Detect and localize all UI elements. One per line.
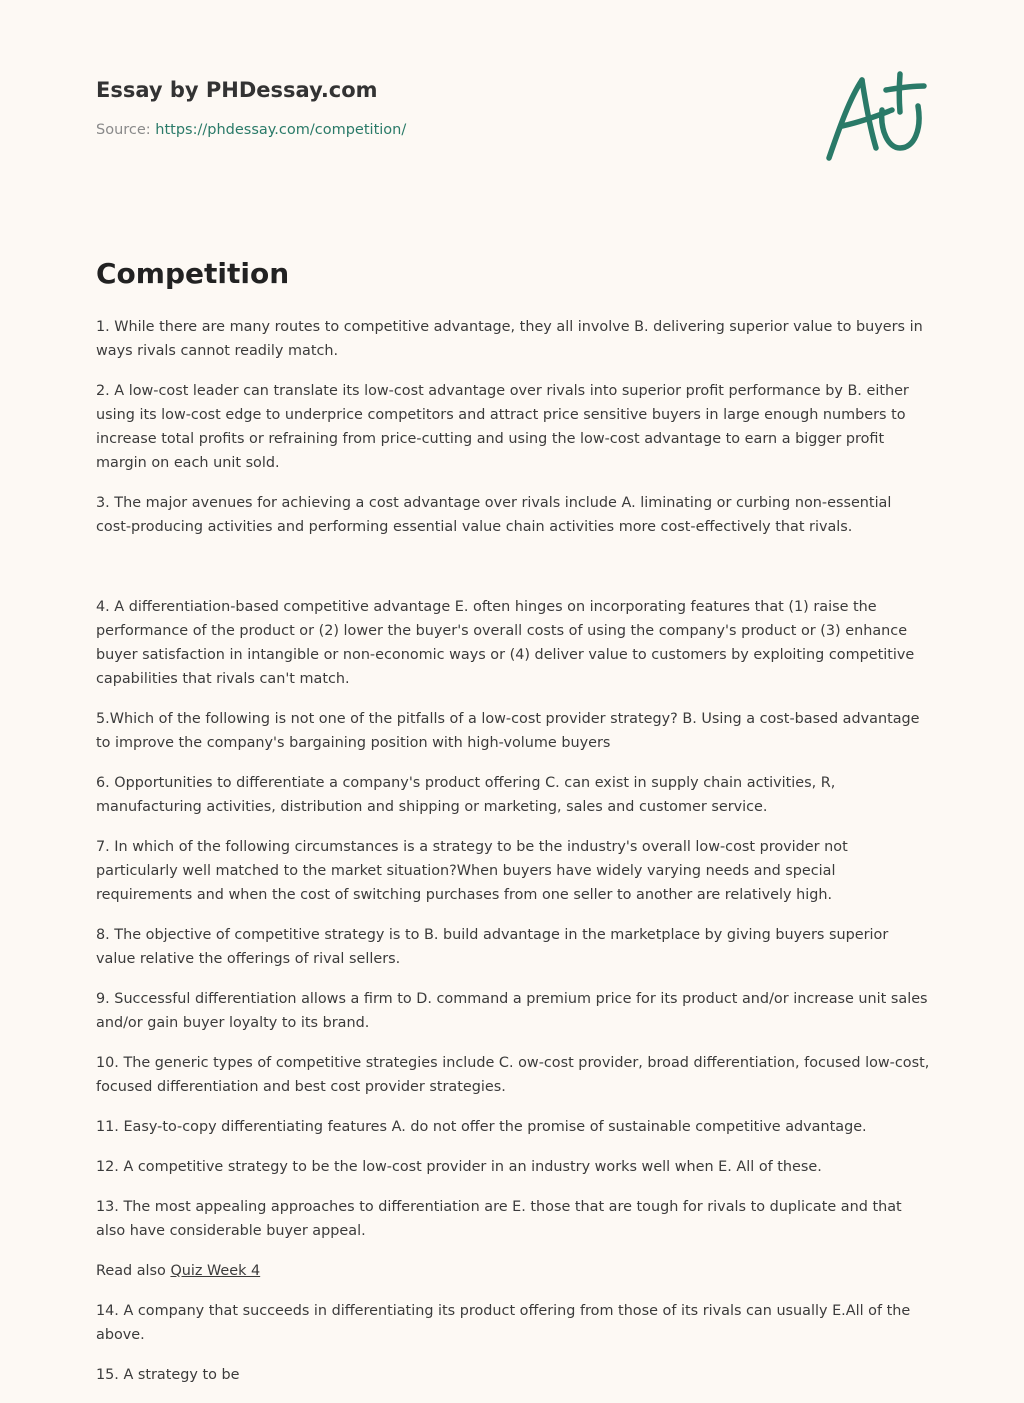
- a-plus-logo-icon: [820, 66, 930, 166]
- read-also-label: Read also: [96, 1263, 171, 1279]
- source-label: Source:: [96, 122, 156, 138]
- paragraph: 14. A company that succeeds in differentiating its product offering from those of its rivals can usually E.All of the above.: [96, 1303, 911, 1343]
- spacer: [96, 555, 930, 595]
- paragraph: 13. The most appealing approaches to differentiation are E. those that are tough for rivals to duplicate and that also have considerable buyer appeal.: [96, 1199, 902, 1239]
- paragraph: 9. Successful differentiation allows a firm to D. command a premium price for its product and/or increase unit sales and/or gain buyer loyalty to its brand.: [96, 991, 928, 1031]
- paragraph: 10. The generic types of competitive strategies include C. ow-cost provider, broad differentiation, focused low-cost, focused differentiation and best cost provider strategies.: [96, 1055, 930, 1095]
- paragraph: 6. Opportunities to differentiate a company's product offering C. can exist in supply chain activities, R, manufacturing activities, distribution and shipping or marketing, sales and customer service.: [96, 775, 836, 815]
- paragraph: 1. While there are many routes to competitive advantage, they all involve B. delivering superior value to buyers in ways rivals cannot readily match.: [96, 319, 923, 359]
- paragraph: 2. A low-cost leader can translate its low-cost advantage over rivals into superior profit performance by B. either using its low-cost edge to underprice competitors and attract price sensitive buyers in large enough numbers to increase total profits or refraining from price-cutting and using the low-cost advantage to earn a bigger profit margin on each unit sold.: [96, 383, 909, 471]
- source-link[interactable]: https://phdessay.com/competition/: [155, 122, 407, 138]
- essay-title: Competition: [96, 257, 290, 290]
- paragraph: 5.Which of the following is not one of the pitfalls of a low-cost provider strategy? B. Using a cost-based advantage to improve the company's bargaining position with high-volume buyers: [96, 711, 920, 751]
- read-also: [96, 1259, 930, 1283]
- paragraph: 7. In which of the following circumstances is a strategy to be the industry's overall low-cost provider not particularly well matched to the market situation?When buyers have widely varying needs and special requirements and when the cost of switching purchases from one seller to another are relatively high.: [96, 839, 848, 903]
- paragraph: 11. Easy-to-copy differentiating features A. do not offer the promise of sustainable competitive advantage.: [96, 1119, 867, 1135]
- paragraph: 15. A strategy to be: [96, 1367, 240, 1383]
- paragraph: 12. A competitive strategy to be the low-cost provider in an industry works well when E. All of these.: [96, 1159, 822, 1175]
- read-also-link[interactable]: Quiz Week 4: [170, 1263, 261, 1279]
- paragraph: 3. The major avenues for achieving a cost advantage over rivals include A. liminating or curbing non-essential cost-producing activities and performing essential value chain activities more cost-effectively that rivals.: [96, 495, 892, 535]
- essay-content: [96, 252, 930, 1403]
- page-header: [96, 76, 796, 140]
- paragraph: 4. A differentiation-based competitive advantage E. often hinges on incorporating features that (1) raise the performance of the product or (2) lower the buyer's overall costs of using the company's product or (3) enhance buyer satisfaction in intangible or non-economic ways or (4) deliver value to customers by exploiting competitive capabilities that rivals can't match.: [96, 599, 915, 687]
- source-line: [96, 120, 796, 140]
- site-title: Essay by PHDessay.com: [96, 78, 378, 102]
- paragraph: 8. The objective of competitive strategy is to B. build advantage in the marketplace by giving buyers superior value relative the offerings of rival sellers.: [96, 927, 889, 967]
